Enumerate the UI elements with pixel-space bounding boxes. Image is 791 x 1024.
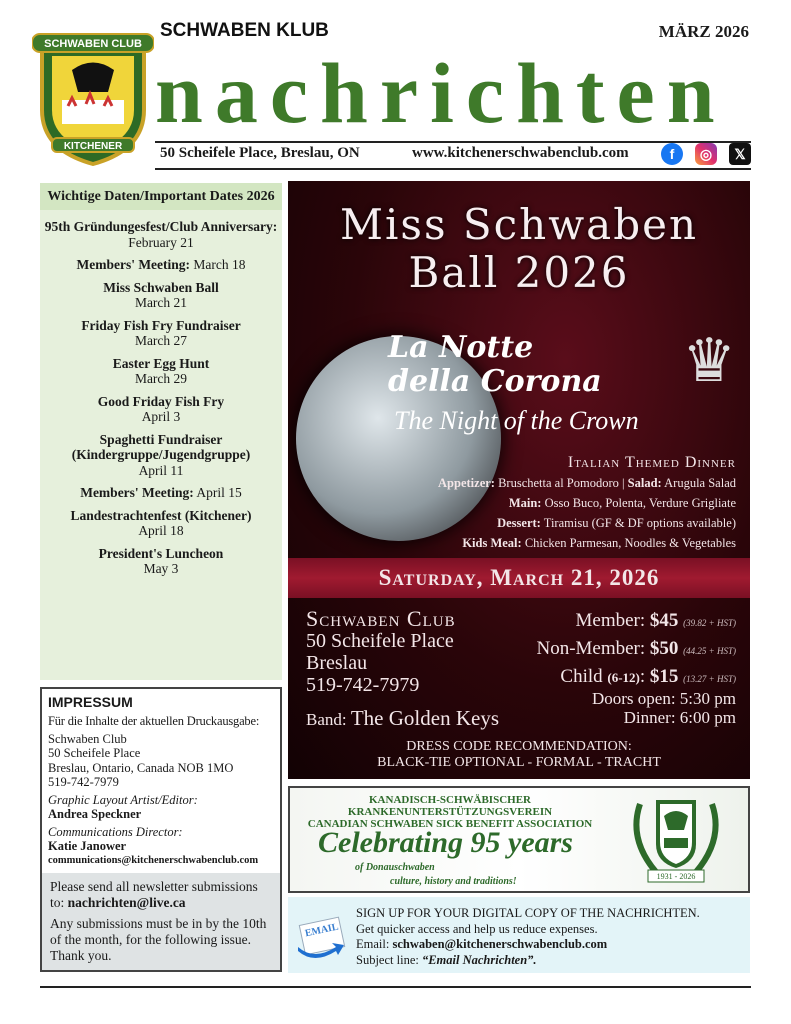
price-value: $15: [649, 666, 679, 687]
menu-label: Salad:: [627, 476, 662, 490]
price-label: Member:: [575, 610, 646, 631]
date-item: [40, 508, 282, 539]
menu-label: Appetizer:: [438, 476, 495, 490]
italian-subtitle: [388, 331, 602, 399]
date-title: Miss Schwaben Ball: [103, 279, 219, 295]
price-age: (6-12): [607, 670, 640, 685]
banner-subline: of Donauschwaben: [355, 862, 435, 873]
date-value: February 21: [128, 234, 194, 250]
menu-value: Osso Buco, Polenta, Verdure Grigliate: [544, 496, 736, 510]
date-item: [40, 485, 282, 501]
instagram-icon[interactable]: ◎: [695, 143, 717, 165]
editor-role: Graphic Layout Artist/Editor:: [48, 792, 198, 807]
venue-line: 519-742-7979: [306, 674, 420, 696]
dates-list: [40, 219, 282, 577]
menu-value: Bruschetta al Pomodoro |: [498, 476, 625, 490]
date-value: March 21: [134, 295, 188, 310]
date-value: May 3: [143, 561, 179, 576]
date-item: [40, 280, 282, 311]
masthead-title: nachrichten: [155, 45, 727, 141]
celebrating-heading: Celebrating 95 years: [318, 826, 573, 859]
comms-email[interactable]: communications@kitchenerschwabenclub.com: [48, 854, 259, 866]
deadline-text: Any submissions must be in by the 10th of the month, for the following issue. Thank you.: [50, 916, 267, 963]
price-label: Child: [560, 666, 603, 687]
menu-value: Chicken Parmesan, Noodles & Vegetables: [524, 536, 736, 550]
important-dates-box: [40, 183, 282, 680]
banner-line: CANADIAN SCHWABEN SICK BENEFIT ASSOCIATION: [307, 818, 593, 830]
impressum-box: [40, 687, 282, 972]
signup-text: Get quicker access and help us reduce expenses.: [356, 921, 598, 936]
subtitle-line: della Corona: [388, 364, 602, 399]
venue-line: Breslau: [306, 652, 368, 674]
date-item: [40, 356, 282, 387]
logo-text-top: SCHWABEN CLUB: [44, 38, 142, 50]
price-value: $45: [649, 610, 679, 631]
impressum-intro: Für die Inhalte der aktuellen Druckausgabe:: [48, 714, 260, 728]
date-value: March 18: [193, 257, 246, 272]
price-label: Non-Member:: [536, 638, 646, 659]
date-title: Landestrachtenfest (Kitchener): [70, 507, 252, 523]
subtitle-line: La Notte: [388, 330, 534, 365]
venue-info: [306, 608, 456, 696]
date-title: Spaghetti Fundraiser (Kindergruppe/Jugendgruppe): [71, 431, 251, 462]
band-info: [306, 706, 499, 731]
date-title: Members' Meeting:: [80, 485, 194, 500]
band-label: Band:: [306, 710, 347, 729]
price-note: (13.27 + HST): [683, 674, 736, 684]
tiara-icon: ♛: [682, 328, 736, 394]
email-label: Email:: [356, 937, 393, 951]
date-title: 95th Gründungesfest/Club Anniversary:: [44, 219, 278, 234]
dates-heading: Wichtige Daten/Important Dates 2026: [40, 183, 282, 210]
dinner-time: Dinner: 6:00 pm: [623, 708, 736, 727]
x-icon[interactable]: 𝕏: [729, 143, 751, 165]
dress-code: [288, 739, 750, 771]
envelope-label: EMAIL: [304, 921, 340, 940]
sick-benefit-banner: [288, 786, 750, 893]
editor-name: Andrea Speckner: [48, 807, 142, 821]
price-value: $50: [649, 638, 679, 659]
date-value: April 11: [138, 462, 184, 478]
menu-label: Dessert:: [497, 516, 541, 530]
banner-subline: culture, history and traditions!: [390, 876, 517, 887]
signup-email-link[interactable]: schwaben@kitchenerschwabenclub.com: [392, 937, 608, 951]
venue-line: 50 Scheifele Place: [306, 630, 454, 652]
date-value: April 3: [141, 409, 181, 424]
menu-heading: Italian Themed Dinner: [567, 454, 736, 471]
impressum-heading: IMPRESSUM: [48, 694, 133, 710]
logo-text-bottom: KITCHENER: [63, 141, 123, 152]
event-times: [592, 689, 736, 727]
menu-value: Arugula Salad: [664, 476, 736, 490]
club-address: 50 Scheifele Place, Breslau, ON: [160, 145, 360, 161]
dinner-menu: [438, 453, 736, 553]
menu-label: Kids Meal:: [462, 536, 522, 550]
venue-name: Schwaben Club: [306, 606, 456, 631]
digital-signup-box: [288, 897, 750, 973]
poster-title: [288, 201, 750, 297]
date-title: Good Friday Fish Fry: [97, 393, 225, 409]
comms-role: Communications Director:: [48, 824, 183, 839]
date-value: April 15: [196, 485, 242, 500]
date-title: Easter Egg Hunt: [112, 355, 210, 371]
date-item: [40, 219, 282, 250]
title-line: Ball 2026: [408, 248, 630, 297]
facebook-icon[interactable]: f: [661, 143, 683, 165]
date-item: [40, 394, 282, 425]
impressum-line: Schwaben Club: [48, 731, 127, 746]
miss-schwaben-ball-poster: [288, 181, 750, 779]
comms-name: Katie Janower: [48, 839, 127, 853]
email-envelope-icon: [294, 911, 348, 963]
crest-years: 1931 - 2026: [656, 872, 696, 881]
anniversary-crest-icon: [626, 794, 726, 888]
date-item: [40, 318, 282, 349]
masthead-kicker: SCHWABEN KLUB: [160, 20, 329, 41]
schwaben-club-logo: [32, 30, 154, 166]
band-name: The Golden Keys: [350, 706, 499, 730]
divider: [155, 168, 751, 170]
submit-text: Please send all newsletter submissions to:: [50, 879, 258, 910]
issue-date: MÄRZ 2026: [658, 22, 749, 41]
date-item: [40, 432, 282, 479]
menu-value: Tiramisu (GF & DF options available): [543, 516, 736, 530]
title-line: Miss Schwaben: [339, 200, 699, 249]
impressum-line: 50 Scheifele Place: [48, 746, 141, 760]
doors-time: Doors open: 5:30 pm: [591, 689, 736, 708]
impressum-line: Breslau, Ontario, Canada NOB 1MO: [48, 760, 234, 775]
price-note: (44.25 + HST): [683, 646, 736, 656]
date-item: [40, 546, 282, 577]
banner-line: KANADISCH-SCHWÄBISCHER: [369, 794, 531, 806]
footer-divider: [40, 986, 751, 988]
english-subtitle: The Night of the Crown: [394, 406, 639, 435]
divider: [155, 141, 751, 143]
subject-line: “Email Nachrichten”.: [421, 952, 537, 967]
date-value: March 27: [134, 333, 188, 348]
dress-code-value: BLACK-TIE OPTIONAL - FORMAL - TRACHT: [377, 755, 661, 770]
date-value: March 29: [134, 371, 188, 386]
date-title: Members' Meeting:: [76, 257, 191, 272]
subject-label: Subject line:: [356, 952, 422, 967]
ticket-prices: Member: $45 (39.82 + HST) Non-Member: $50 (44.25 + HST) Child (6-12): $15 (13.27 + HST): [536, 610, 736, 687]
date-title: Friday Fish Fry Fundraiser: [81, 317, 241, 333]
date-value: April 18: [138, 523, 184, 538]
banner-line: KRANKENUNTERSTÜTZUNGSVEREIN: [347, 806, 553, 818]
submit-email[interactable]: nachrichten@live.ca: [67, 895, 186, 910]
event-date: Saturday, March 21, 2026: [288, 558, 750, 598]
price-note: (39.82 + HST): [683, 618, 736, 628]
date-item: [40, 257, 282, 273]
impressum-line: 519-742-7979: [48, 775, 119, 789]
menu-label: Main:: [508, 496, 542, 510]
date-title: President's Luncheon: [98, 545, 224, 561]
website-link[interactable]: www.kitchenerschwabenclub.com: [412, 145, 629, 161]
dress-code-heading: DRESS CODE RECOMMENDATION:: [406, 739, 632, 754]
signup-heading: SIGN UP FOR YOUR DIGITAL COPY OF THE NACHRICHTEN.: [356, 906, 700, 920]
